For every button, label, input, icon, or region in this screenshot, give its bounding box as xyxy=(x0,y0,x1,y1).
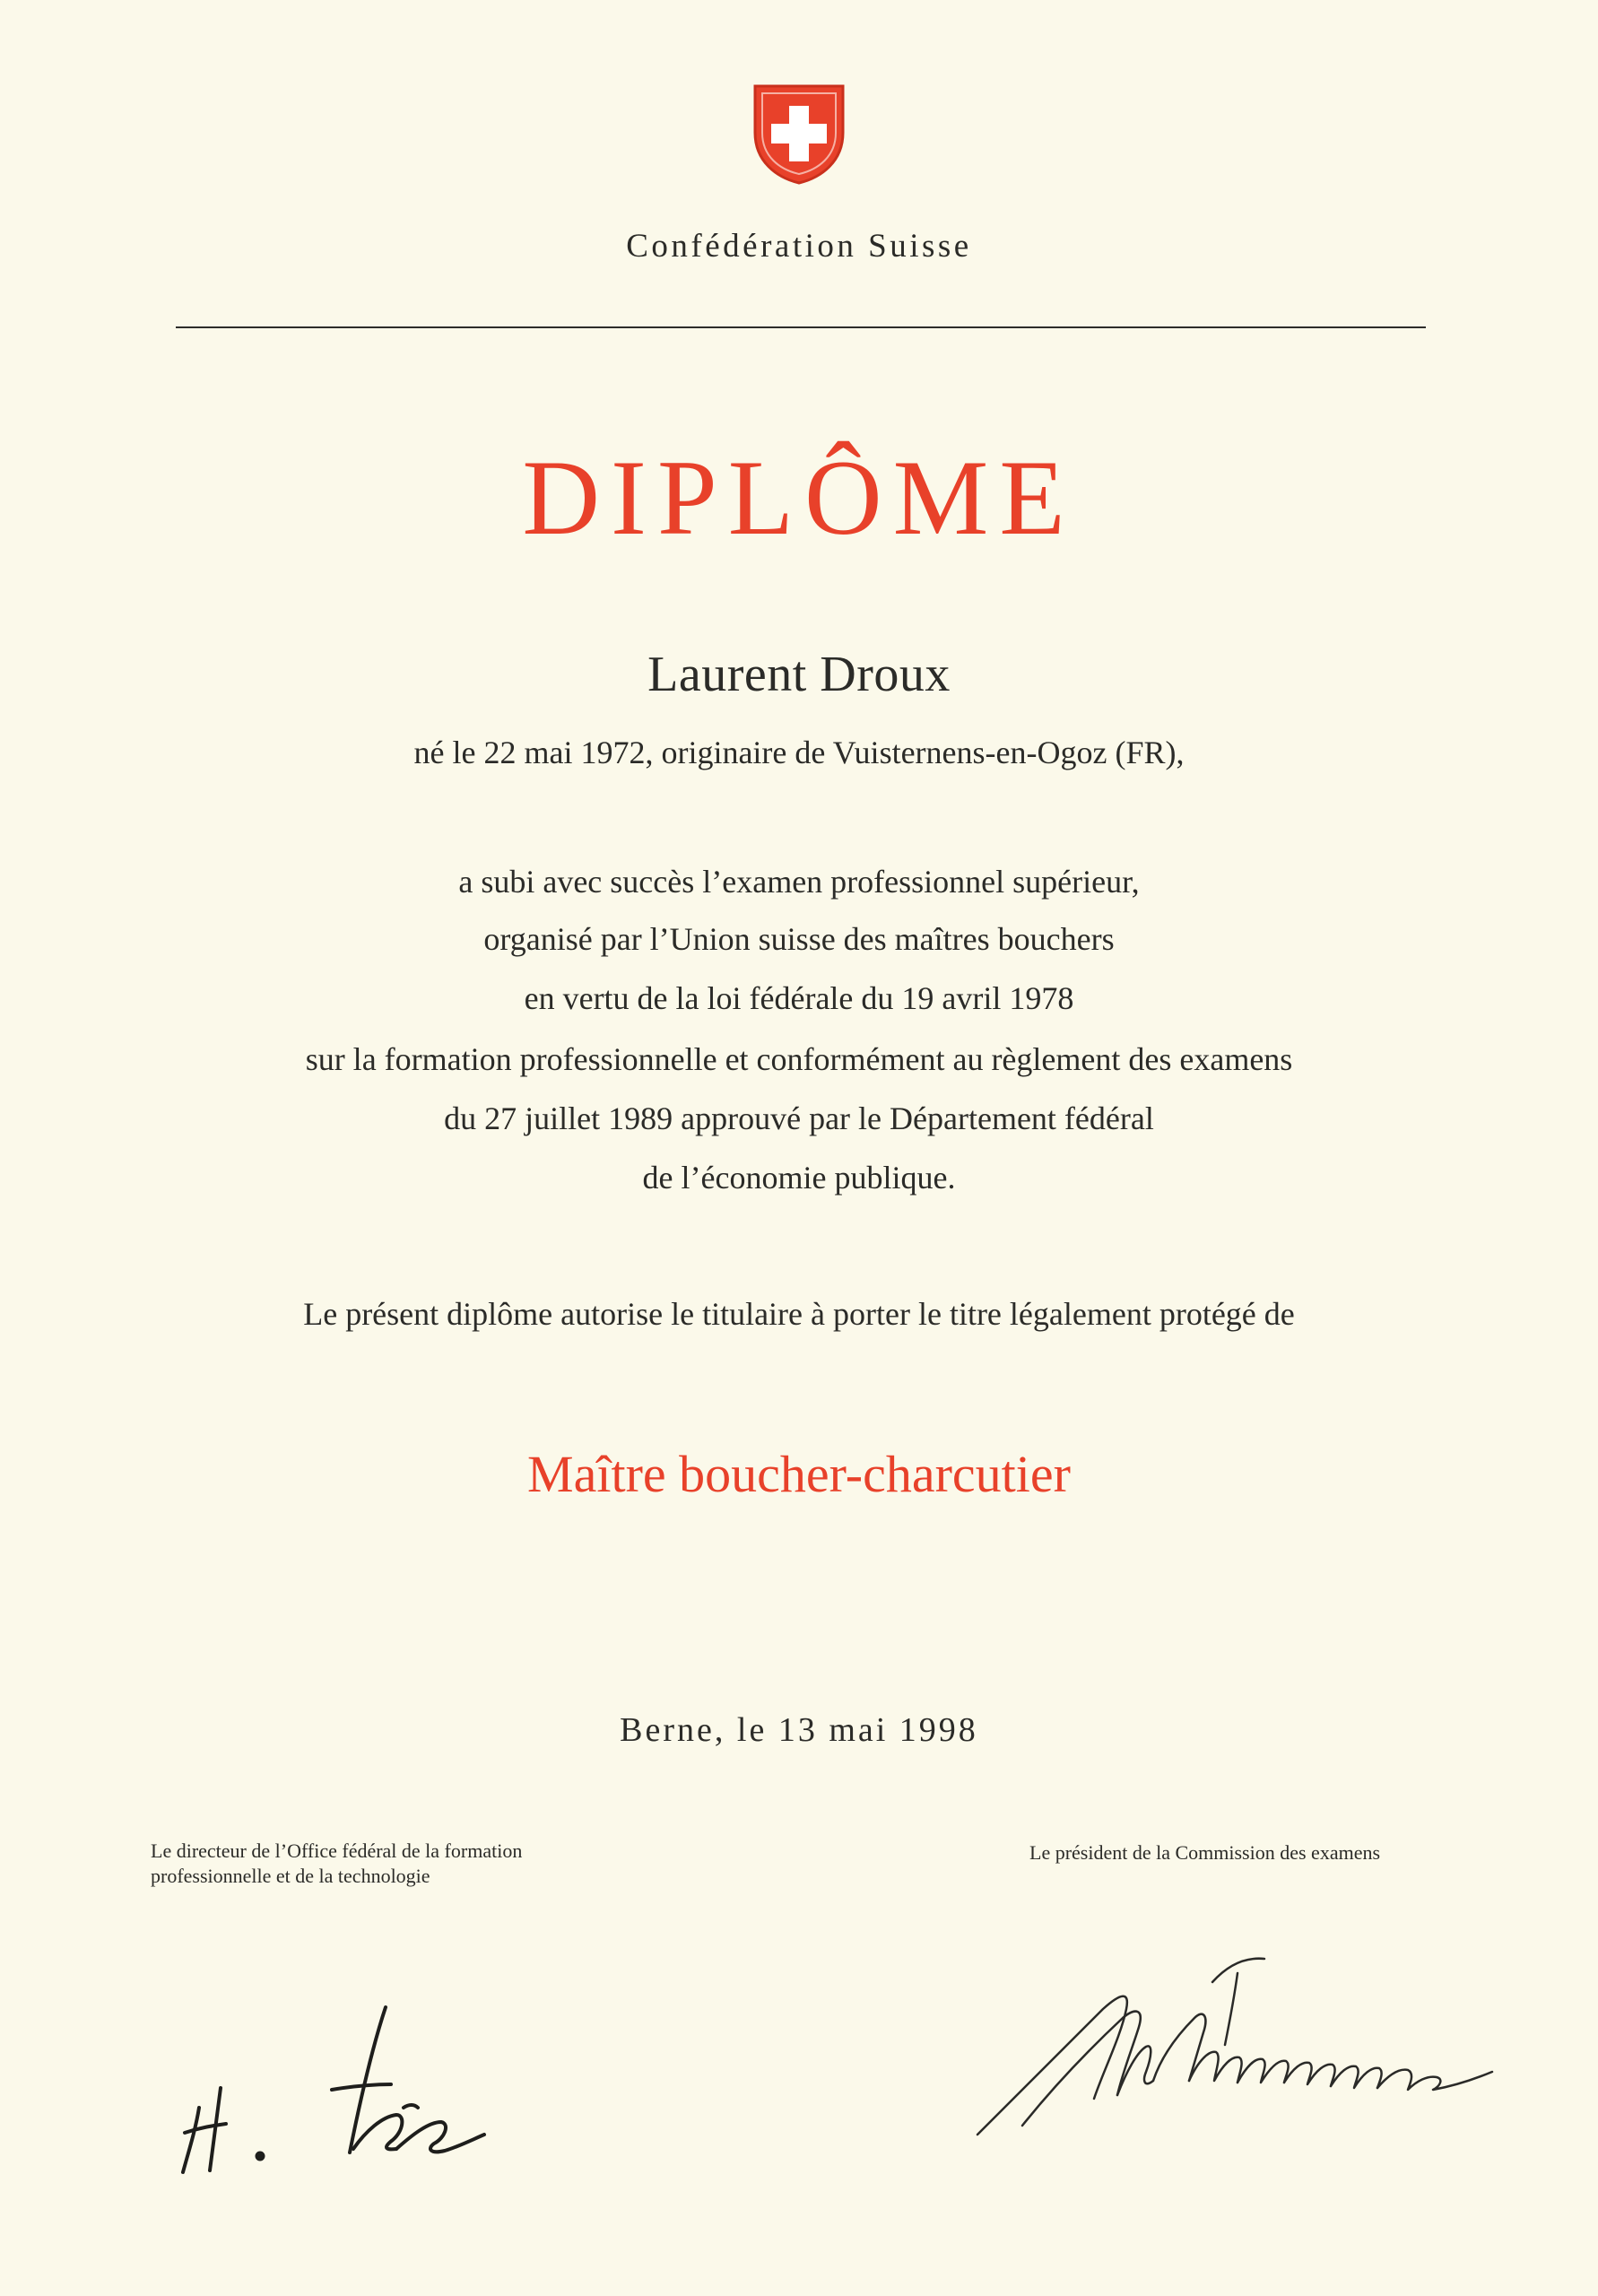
place-and-date: Berne, le 13 mai 1998 xyxy=(620,1711,978,1749)
right-signature xyxy=(968,1946,1524,2144)
confederation-header: Confédération Suisse xyxy=(626,228,972,265)
body-line: organisé par l’Union suisse des maîtres bouchers xyxy=(483,921,1115,957)
body-line: a subi avec succès l’examen professionnel supérieur, xyxy=(458,864,1140,900)
body-line: de l’économie publique. xyxy=(642,1160,956,1196)
right-signatory-label: Le président de la Commission des examens xyxy=(1029,1841,1381,1864)
body-line: du 27 juillet 1989 approuvé par le Département fédéral xyxy=(444,1100,1154,1136)
left-signature xyxy=(161,1973,556,2188)
authorization-statement: Le présent diplôme autorise le titulaire à porter le titre légalement protégé de xyxy=(303,1296,1295,1332)
left-signatory-label: Le directeur de l’Office fédéral de la formation professionnelle et de la technologie xyxy=(151,1839,523,1887)
header-divider xyxy=(176,326,1426,328)
swiss-cross-shield-icon xyxy=(750,81,848,187)
body-line: sur la formation professionnelle et conformément au règlement des examens xyxy=(305,1041,1293,1077)
profession-title: Maître boucher-charcutier xyxy=(527,1445,1071,1503)
holder-name: Laurent Droux xyxy=(647,647,951,702)
body-line: en vertu de la loi fédérale du 19 avril 1978 xyxy=(524,980,1074,1016)
holder-birth-origin: né le 22 mai 1972, originaire de Vuisternens-en-Ogoz (FR), xyxy=(413,735,1185,770)
diploma-title: DIPLÔME xyxy=(522,438,1076,557)
